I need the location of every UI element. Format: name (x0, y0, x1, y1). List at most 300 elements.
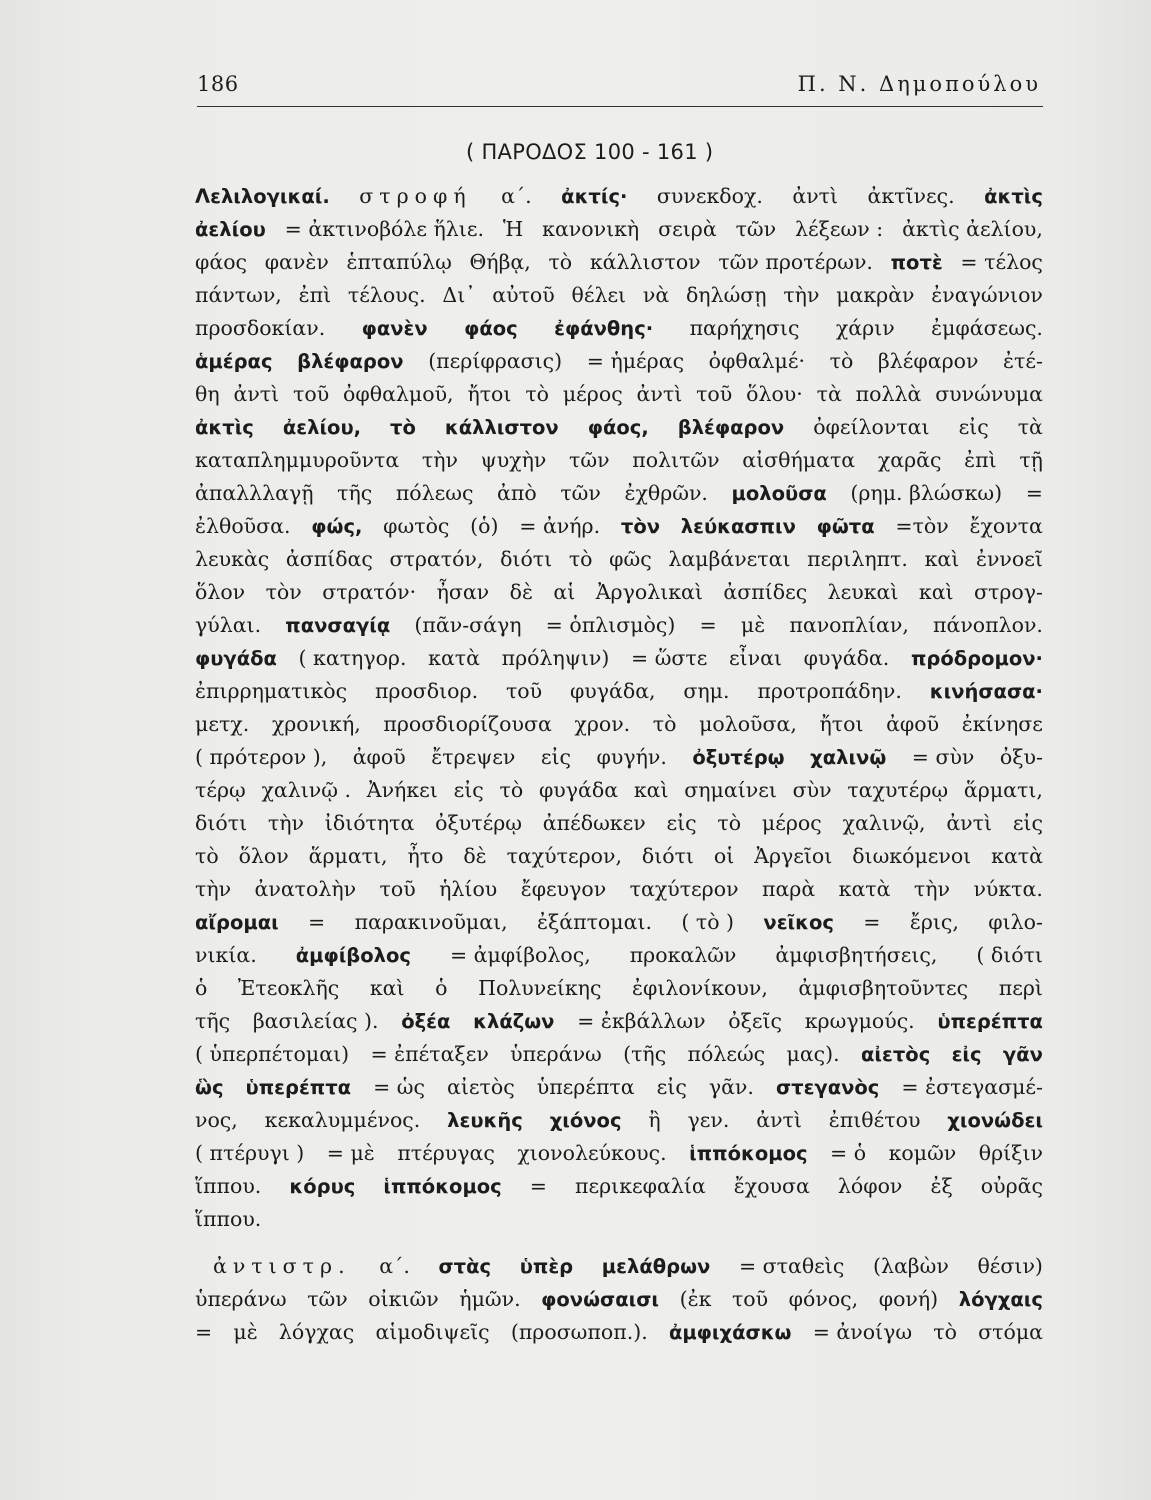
word: λευκαὶ (827, 580, 899, 604)
word: ὑπεράνω (195, 1287, 287, 1311)
word: Θήβᾳ, (469, 250, 531, 274)
section-heading: ( ΠΑΡΟΔΟΣ 100 - 161 ) (466, 140, 714, 164)
word: ἀντὶ (233, 382, 280, 406)
word: ὀξυτέρῳ (435, 811, 522, 835)
word: φυγάδα. (803, 646, 890, 670)
lemma-word: ἀμφιχάσκω (668, 1321, 792, 1344)
lemma-word: ὑπερέπτα (245, 1076, 352, 1099)
word: = (1025, 481, 1043, 505)
word: ἐχθρῶν. (624, 481, 708, 505)
word: = (699, 613, 717, 637)
word: νύκτα. (973, 877, 1043, 901)
word: δηλώσῃ (685, 283, 767, 307)
word: = ἀνήρ. (519, 514, 601, 538)
word: σειρὰ (658, 217, 717, 241)
text-line (195, 1316, 1043, 1349)
text-line (195, 1203, 1043, 1236)
word: εἰς (666, 811, 697, 835)
word: (λαβὼν (872, 1254, 949, 1278)
word: εἰς (656, 1075, 687, 1099)
lemma-word: χιονώδει (947, 1109, 1043, 1132)
word: τοῦ (505, 679, 543, 703)
word: διωκόμενοι (852, 844, 972, 868)
word: ἀφοῦ (886, 712, 940, 736)
word: = ὥστε (631, 646, 708, 670)
word: Ἀργεῖοι (754, 844, 833, 868)
word: τῆς (337, 481, 373, 505)
word: αἱμοδιψεῖς (375, 1320, 490, 1344)
word: μέρος (562, 382, 623, 406)
word: λόφον (837, 1174, 903, 1198)
text-line (195, 1104, 1043, 1137)
lemma-word: φονώσαισι (541, 1288, 660, 1311)
text-line (195, 411, 1043, 444)
word: Ἀνήκει (366, 778, 438, 802)
word: ἐμφάσεως. (931, 316, 1043, 340)
word: αἰσθήματα (742, 448, 856, 472)
word: κατὰ (991, 844, 1043, 868)
word: ἀπαλλλαγῇ (195, 481, 314, 505)
word: βλέφαρον (877, 349, 979, 373)
word: = ἐπέταξεν (370, 1042, 489, 1066)
word: φυγάδα (538, 778, 619, 802)
text-line (195, 378, 1043, 411)
word: ( διότι (976, 943, 1043, 967)
word: Πολυνείκης (478, 976, 602, 1000)
word: λαμβάνεται (668, 547, 791, 571)
word: ἐξάπτομαι. (536, 910, 652, 934)
word: ( πρότερον ), (195, 745, 328, 769)
word: ὁ (435, 976, 448, 1000)
word: τῶν (307, 1287, 348, 1311)
word: τοῦ (379, 877, 416, 901)
word: φυγήν. (596, 745, 667, 769)
word: ἢ (648, 1108, 661, 1132)
word: σὺν (792, 778, 832, 802)
word: ψυχὴν (480, 448, 547, 472)
lemma-word: κινήσασα· (929, 680, 1043, 703)
word: διότι (195, 811, 248, 835)
word: γεν. (687, 1108, 730, 1132)
word: τοῦ (731, 1287, 769, 1311)
lemma-word: φανὲν (361, 317, 428, 340)
word: γᾶν. (708, 1075, 754, 1099)
text-line (195, 477, 1043, 510)
word: καὶ (633, 778, 669, 802)
word: στροφή (359, 184, 472, 208)
word: ἦτο (407, 844, 444, 868)
word: παρήχησις (689, 316, 800, 340)
word: ταχυτέρῳ (847, 778, 949, 802)
lemma-word: ὀξυτέρῳ (692, 746, 785, 769)
word: ( κατηγορ. (298, 646, 407, 670)
word: περιληπτ. (807, 547, 908, 571)
word: ἀφοῦ (352, 745, 406, 769)
word: καὶ (924, 547, 960, 571)
word: = σταθεὶς (738, 1254, 845, 1278)
word: ἀπὸ (497, 481, 537, 505)
word: ὅλον (238, 844, 289, 868)
word: = ὁ (830, 1141, 867, 1165)
lemma-word: ἱππόκομος (383, 1175, 502, 1198)
word: ἀντὶ (946, 811, 993, 835)
word: ἐλθοῦσα. (195, 514, 291, 538)
text-line (195, 1038, 1043, 1071)
word: τῶν (735, 217, 777, 241)
word: (ἐκ (679, 1287, 712, 1311)
word: μετχ. (195, 712, 250, 736)
word: ἀμφισβητοῦντες (798, 976, 969, 1000)
word: τῶν προτέρων. (718, 250, 873, 274)
lemma-word: φάος (464, 317, 518, 340)
word: μὲ (740, 613, 766, 637)
commentary-body (195, 180, 1043, 1349)
word: φυγάδα, (569, 679, 656, 703)
lemma-word: ἐφάνθης· (554, 317, 654, 340)
lemma-word: πρόδρομον· (910, 647, 1043, 670)
word: δὲ (463, 844, 487, 868)
text-line (195, 939, 1043, 972)
word: τῶν (560, 481, 601, 505)
word: αἰετὸς (447, 1075, 515, 1099)
lemma-word: φάος, (587, 416, 649, 439)
text-line (195, 1170, 1043, 1203)
text-line (195, 1071, 1043, 1104)
word: (τῆς (623, 1042, 667, 1066)
word: Δι᾽ (442, 283, 476, 307)
lemma-word: λόγχαις (958, 1288, 1043, 1311)
text-line (195, 609, 1043, 642)
lemma-word: ὣς (195, 1076, 224, 1099)
word: ἀντὶ (792, 184, 839, 208)
word: = ἡμέρας (586, 349, 685, 373)
lemma-word: ἀελίου, (282, 416, 362, 439)
lemma-word: αἰετὸς (861, 1043, 931, 1066)
lemma-word: γᾶν (1002, 1043, 1043, 1066)
word: φῶς (609, 547, 652, 571)
word: κανονικὴ (542, 217, 640, 241)
text-line (195, 675, 1043, 708)
lemma-word: ἀμφίβολος (295, 944, 411, 967)
word: εἰς (540, 745, 572, 769)
word: εἰς (453, 778, 484, 802)
text-line (195, 279, 1043, 312)
word: τὸ (548, 250, 573, 274)
word: τὴν (267, 811, 304, 835)
word: γύλαι. (195, 613, 262, 637)
word: χρονική, (271, 712, 361, 736)
word: χαλινῷ . (261, 778, 352, 802)
word: τέλους. (347, 283, 426, 307)
lemma-word: χιόνος (549, 1109, 622, 1132)
text-line (195, 576, 1043, 609)
word: μακρὰν (836, 283, 915, 307)
word: = ἀκτινοβόλε ἥλιε. (284, 217, 484, 241)
word: ἔχουσα (733, 1174, 810, 1198)
lemma-word: εἰς (951, 1043, 982, 1066)
word: τὸ (499, 778, 524, 802)
word: = μὲ (326, 1141, 375, 1165)
word: νος, (195, 1108, 238, 1132)
lemma-word: ποτὲ (890, 251, 943, 274)
lemma-word: κλάζων (473, 1010, 555, 1033)
word: λόγχας (278, 1320, 355, 1344)
word: κρωγμούς. (804, 1009, 915, 1033)
word: ὀξυ- (999, 745, 1043, 769)
text-line (195, 345, 1043, 378)
word: παρὰ (761, 877, 816, 901)
word: πόλεώς (687, 1042, 766, 1066)
word: (προσωποπ.). (510, 1320, 648, 1344)
text-line (195, 1005, 1043, 1038)
word: ὁ (195, 976, 208, 1000)
word: ἰδιότητα (324, 811, 415, 835)
word: σημ. (683, 679, 730, 703)
word: στρογ- (974, 580, 1043, 604)
word: μας). (786, 1042, 840, 1066)
word: πολλὰ (855, 382, 922, 406)
word: ἤτοι (467, 382, 512, 406)
word: χρον. (574, 712, 631, 736)
word: στρατόν· (322, 580, 417, 604)
word: πανοπλίαν, (789, 613, 909, 637)
text-line (195, 873, 1043, 906)
word: ἀπέδωκεν (542, 811, 646, 835)
word: εἰς (1012, 811, 1043, 835)
word: = (195, 1320, 213, 1344)
word: τὸ (829, 349, 854, 373)
word: Ἡ (502, 217, 524, 241)
lemma-word: μελάθρων (601, 1255, 711, 1278)
word: ἔτρεψεν (431, 745, 516, 769)
word: ὅλου· (746, 382, 803, 406)
word: τὸ (717, 811, 742, 835)
word: φάος (195, 250, 248, 274)
word: τοῦ (293, 382, 330, 406)
lemma-word: φῶτα (816, 515, 875, 538)
word: πόλεως (395, 481, 474, 505)
word: τὸ (525, 382, 549, 406)
text-line (195, 807, 1043, 840)
word: = (863, 910, 881, 934)
word: τοῦ (696, 382, 733, 406)
word: πάντων, (195, 283, 282, 307)
word: ἐτέ- (1003, 349, 1043, 373)
lemma-word: λεύκασπιν (680, 515, 796, 538)
word: (περίφρασις) (428, 349, 563, 373)
text-line (195, 312, 1043, 345)
word: μολοῦσα, (699, 712, 797, 736)
lemma-word: κάλλιστον (444, 416, 559, 439)
word: τὸ (195, 844, 219, 868)
word: ἔφευγον (520, 877, 607, 901)
text-line (195, 510, 1043, 543)
word: καὶ (918, 580, 954, 604)
word: προσδιορ. (374, 679, 479, 703)
word: ἐπιθέτου (828, 1108, 921, 1132)
word: ἀσπίδες (723, 580, 808, 604)
lemma-word: κόρυς (289, 1175, 356, 1198)
lemma-word: ὑπὲρ (519, 1255, 574, 1278)
word: (πᾶν-σάγη (414, 613, 522, 637)
word: ἔρις, (909, 910, 959, 934)
word: συνώνυμα (935, 382, 1043, 406)
word: ἡλίου (439, 877, 498, 901)
lemma-word: πανσαγίᾳ (285, 614, 391, 637)
word: ταχύτερον (629, 877, 739, 901)
word: προτροπάδην. (757, 679, 902, 703)
text-line (195, 1283, 1043, 1316)
word: διότι (641, 844, 694, 868)
word: προσδοκίαν. (195, 316, 326, 340)
lemma-word: φυγάδα (195, 647, 277, 670)
text-line (195, 213, 1043, 246)
word: ἐννοεῖ (975, 547, 1043, 571)
word: εἰς (958, 415, 989, 439)
paragraph-gap (195, 1236, 1043, 1250)
lemma-word: φώς, (311, 515, 363, 538)
word: α΄. (501, 184, 532, 208)
word: κάλλιστον (589, 250, 701, 274)
lemma-word: ὑπερέπτα (937, 1010, 1043, 1033)
word: ἐναγώνιον (931, 283, 1043, 307)
text-line (195, 840, 1043, 873)
word: = ἀνοίγω (812, 1320, 913, 1344)
word: τὸν (265, 580, 302, 604)
text-line (195, 774, 1043, 807)
word: ἡμῶν. (459, 1287, 521, 1311)
running-head: Π. Ν. Δημοπούλου (797, 72, 1041, 96)
text-line (195, 708, 1043, 741)
word: ἀντὶ (756, 1108, 802, 1132)
word: ( ὑπερπέτομαι) (195, 1042, 350, 1066)
text-line (195, 444, 1043, 477)
word: =τὸν (895, 514, 949, 538)
word: συνεκδοχ. (656, 184, 763, 208)
lemma-word: ἀκτὶς (984, 185, 1043, 208)
word: = ἐκβάλλων (577, 1009, 706, 1033)
word: ἀκτῖνες. (867, 184, 955, 208)
word: ἑπταπύλῳ (346, 250, 452, 274)
word: θη (195, 382, 220, 406)
word: α΄. (379, 1254, 410, 1278)
word: τῆς (195, 1009, 231, 1033)
word: τῇ (1019, 448, 1043, 472)
word: ( τὸ ) (681, 910, 735, 934)
word: τὴν (421, 448, 458, 472)
word: φανὲν (264, 250, 329, 274)
word: ὅλον (195, 580, 246, 604)
word: αἱ (553, 580, 576, 604)
word: Ἐτεοκλῆς (237, 976, 340, 1000)
page-number: 186 (197, 72, 239, 96)
word: τὸ (652, 712, 677, 736)
text-line (195, 741, 1043, 774)
word: ἀσπίδας (285, 547, 373, 571)
word: σημαίνει (684, 778, 777, 802)
word: περὶ (998, 976, 1043, 1000)
lemma-word: χαλινῷ (810, 746, 887, 769)
word: ἐπιρρηματικὸς (195, 679, 348, 703)
word: τὴν (195, 877, 232, 901)
word: νικία. (195, 943, 257, 967)
lemma-word: νεῖκος (763, 911, 834, 934)
word: ὑπεράνω (510, 1042, 602, 1066)
word: ὀφθαλμοῦ, (343, 382, 454, 406)
text-line (195, 1250, 1043, 1283)
text-line (195, 543, 1043, 576)
word: χιονολεύκους. (517, 1141, 667, 1165)
word: εἶναι (729, 646, 783, 670)
word: τὰ (816, 382, 842, 406)
lemma-word: ὀξέα (401, 1010, 451, 1033)
word: τὴν (783, 283, 820, 307)
lemma-word: ἱππόκομος (689, 1142, 808, 1165)
word: χαλινῷ, (842, 811, 926, 835)
word: κομῶν (888, 1141, 957, 1165)
lemma-word: τὸ (390, 416, 416, 439)
lemma-word: βλέφαρον (297, 350, 404, 373)
word: τὴν (913, 877, 950, 901)
word: ἅρματι, (963, 778, 1043, 802)
word: ἀκτὶς ἀελίου, (902, 217, 1043, 241)
lemma-word: λευκῆς (447, 1109, 523, 1132)
word: φόνος, (788, 1287, 859, 1311)
word: ἵππου. (195, 1174, 262, 1198)
word: πάνοπλον. (933, 613, 1043, 637)
text-line (195, 1137, 1043, 1170)
word: ἦσαν (436, 580, 490, 604)
word: τῶν (569, 448, 610, 472)
text-line (195, 906, 1043, 939)
word: πολιτῶν (632, 448, 720, 472)
word: ὑπερέπτα (536, 1075, 635, 1099)
word: = ὡς (373, 1075, 425, 1099)
lemma-word: Λελιλογικαί. (195, 185, 330, 208)
word: = (308, 910, 326, 934)
word: ἀνατολὴν (254, 877, 357, 901)
word: φωτὸς (383, 514, 450, 538)
word: ὀφείλονται (813, 415, 930, 439)
word: λευκὰς (195, 547, 270, 571)
word: στόμα (978, 1320, 1043, 1344)
word: = ἀμφίβολος, (449, 943, 591, 967)
text-line (195, 642, 1043, 675)
lemma-word: ἀελίου (195, 218, 266, 241)
word: προκαλῶν (629, 943, 737, 967)
word: προσδιορίζουσα (383, 712, 552, 736)
word: = σὺν (911, 745, 975, 769)
word: = ὁπλισμὸς) (545, 613, 676, 637)
word: θρίξιν (978, 1141, 1043, 1165)
word: ἔχοντα (969, 514, 1043, 538)
word: = τέλος (960, 250, 1043, 274)
word: μὲ (233, 1320, 258, 1344)
word: λέξεων : (795, 217, 884, 241)
word: φονή) (878, 1287, 939, 1311)
lemma-word: μολοῦσα (731, 482, 827, 505)
word: τὸ (568, 547, 593, 571)
lemma-word: στεγανὸς (775, 1076, 880, 1099)
word: ἐκίνησε (961, 712, 1043, 736)
word: (ὁ) (470, 514, 499, 538)
lemma-word: στὰς (438, 1255, 492, 1278)
page-header (197, 70, 1043, 107)
word: διότι (500, 547, 553, 571)
word: ἐπὶ (964, 448, 997, 472)
word: θέλει (571, 283, 627, 307)
word: Ἀργολικαὶ (595, 580, 703, 604)
